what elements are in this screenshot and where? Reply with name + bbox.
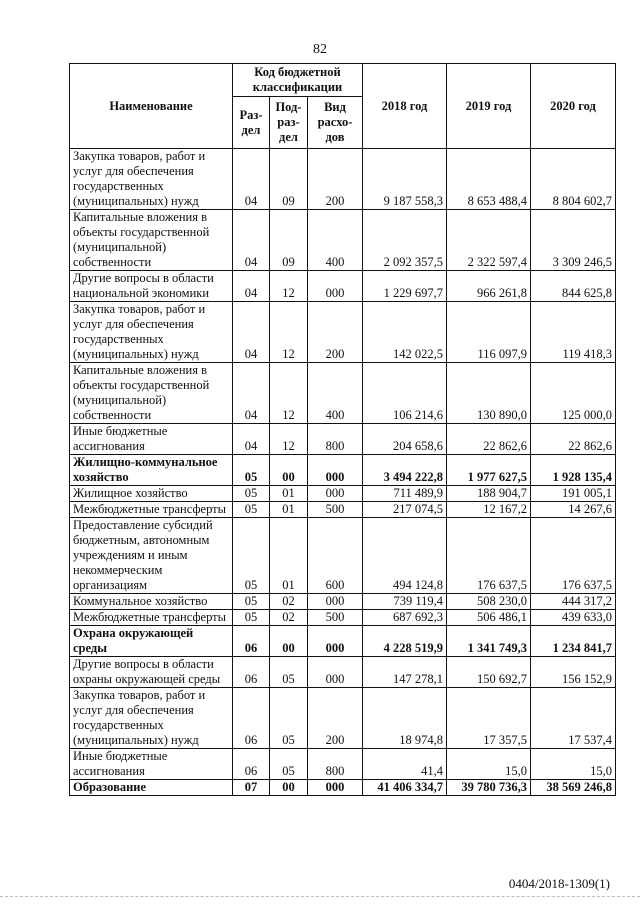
row-section: 06 [233,688,270,749]
row-subsection: 09 [270,149,308,210]
row-section: 04 [233,271,270,302]
row-value-2020: 22 862,6 [531,424,616,455]
row-subsection: 02 [270,610,308,626]
row-value-2019: 2 322 597,4 [447,210,531,271]
row-expense-type: 000 [308,780,363,796]
row-expense-type: 600 [308,518,363,594]
row-subsection: 05 [270,688,308,749]
row-expense-type: 200 [308,688,363,749]
table-row [70,455,616,486]
header-2018: 2018 год [363,64,447,149]
row-value-2018: 4 228 519,9 [363,626,447,657]
row-name: Другие вопросы в области национальной экономики [70,271,233,302]
row-expense-type: 500 [308,502,363,518]
row-value-2019: 188 904,7 [447,486,531,502]
row-value-2020: 156 152,9 [531,657,616,688]
row-section: 04 [233,363,270,424]
table-row [70,486,616,502]
row-name: Иные бюджетные ассигнования [70,424,233,455]
row-section: 05 [233,518,270,594]
row-subsection: 00 [270,626,308,657]
table-row [70,210,616,271]
row-value-2018: 18 974,8 [363,688,447,749]
row-subsection: 05 [270,749,308,780]
row-value-2019: 966 261,8 [447,271,531,302]
row-name: Закупка товаров, работ и услуг для обеспечения государственных (муниципальных) нужд [70,149,233,210]
row-subsection: 01 [270,518,308,594]
row-value-2020: 8 804 602,7 [531,149,616,210]
row-section: 07 [233,780,270,796]
row-name: Охрана окружающей среды [70,626,233,657]
row-expense-type: 200 [308,149,363,210]
row-value-2019: 1 341 749,3 [447,626,531,657]
row-section: 06 [233,749,270,780]
budget-table [69,63,616,796]
row-expense-type: 000 [308,271,363,302]
row-section: 05 [233,486,270,502]
table-row [70,688,616,749]
row-value-2020: 14 267,6 [531,502,616,518]
row-value-2018: 1 229 697,7 [363,271,447,302]
header-code-group: Код бюджетной классификации [233,64,363,97]
row-value-2018: 204 658,6 [363,424,447,455]
row-value-2020: 176 637,5 [531,518,616,594]
row-value-2019: 12 167,2 [447,502,531,518]
table-body [70,149,616,796]
table-row [70,363,616,424]
table-row [70,626,616,657]
row-section: 05 [233,610,270,626]
row-section: 05 [233,502,270,518]
row-value-2019: 8 653 488,4 [447,149,531,210]
row-value-2019: 116 097,9 [447,302,531,363]
row-expense-type: 000 [308,486,363,502]
row-expense-type: 800 [308,749,363,780]
header-name: Наименование [70,64,233,149]
row-subsection: 12 [270,424,308,455]
row-value-2018: 494 124,8 [363,518,447,594]
table-row [70,271,616,302]
row-name: Иные бюджетные ассигнования [70,749,233,780]
row-value-2020: 844 625,8 [531,271,616,302]
row-section: 05 [233,455,270,486]
row-subsection: 01 [270,486,308,502]
row-subsection: 00 [270,780,308,796]
table-row [70,610,616,626]
table-row [70,749,616,780]
row-value-2020: 444 317,2 [531,594,616,610]
row-value-2020: 1 928 135,4 [531,455,616,486]
row-section: 06 [233,657,270,688]
row-value-2020: 119 418,3 [531,302,616,363]
row-expense-type: 500 [308,610,363,626]
row-value-2020: 1 234 841,7 [531,626,616,657]
row-name: Жилищно-коммунальное хозяйство [70,455,233,486]
row-section: 04 [233,210,270,271]
table-row [70,149,616,210]
row-value-2018: 41 406 334,7 [363,780,447,796]
row-value-2018: 217 074,5 [363,502,447,518]
page-number: 82 [313,42,327,57]
row-value-2018: 106 214,6 [363,363,447,424]
row-value-2020: 439 633,0 [531,610,616,626]
row-section: 04 [233,424,270,455]
header-2020: 2020 год [531,64,616,149]
table-row [70,657,616,688]
row-value-2019: 130 890,0 [447,363,531,424]
row-value-2020: 17 537,4 [531,688,616,749]
row-value-2018: 687 692,3 [363,610,447,626]
table-row [70,780,616,796]
row-subsection: 12 [270,271,308,302]
row-subsection: 05 [270,657,308,688]
row-value-2019: 39 780 736,3 [447,780,531,796]
row-subsection: 12 [270,302,308,363]
row-expense-type: 000 [308,657,363,688]
page-bottom-divider [0,896,640,897]
row-subsection: 09 [270,210,308,271]
table-row [70,424,616,455]
row-value-2018: 739 119,4 [363,594,447,610]
row-expense-type: 000 [308,626,363,657]
row-section: 04 [233,149,270,210]
row-expense-type: 200 [308,302,363,363]
row-name: Закупка товаров, работ и услуг для обеспечения государственных (муниципальных) нужд [70,302,233,363]
table-row [70,594,616,610]
row-name: Капитальные вложения в объекты государственной (муниципальной) собственности [70,210,233,271]
row-value-2019: 176 637,5 [447,518,531,594]
row-value-2018: 2 092 357,5 [363,210,447,271]
row-expense-type: 400 [308,210,363,271]
row-expense-type: 800 [308,424,363,455]
row-value-2020: 38 569 246,8 [531,780,616,796]
row-subsection: 00 [270,455,308,486]
header-expense-type: Вид расхо-дов [308,97,363,149]
row-expense-type: 400 [308,363,363,424]
row-value-2019: 508 230,0 [447,594,531,610]
row-value-2019: 22 862,6 [447,424,531,455]
row-value-2020: 3 309 246,5 [531,210,616,271]
row-subsection: 01 [270,502,308,518]
row-value-2018: 711 489,9 [363,486,447,502]
row-name: Жилищное хозяйство [70,486,233,502]
row-value-2019: 506 486,1 [447,610,531,626]
row-name: Межбюджетные трансферты [70,502,233,518]
header-section: Раз-дел [233,97,270,149]
row-name: Закупка товаров, работ и услуг для обеспечения государственных (муниципальных) нужд [70,688,233,749]
row-value-2020: 191 005,1 [531,486,616,502]
row-name: Другие вопросы в области охраны окружающей среды [70,657,233,688]
row-expense-type: 000 [308,594,363,610]
row-expense-type: 000 [308,455,363,486]
row-section: 04 [233,302,270,363]
row-subsection: 02 [270,594,308,610]
document-code: 0404/2018-1309(1) [508,876,610,891]
row-value-2018: 9 187 558,3 [363,149,447,210]
row-subsection: 12 [270,363,308,424]
row-value-2018: 41,4 [363,749,447,780]
row-name: Предоставление субсидий бюджетным, автономным учреждениям и иным некоммерческим организациям [70,518,233,594]
table-row [70,518,616,594]
row-value-2019: 17 357,5 [447,688,531,749]
row-value-2018: 3 494 222,8 [363,455,447,486]
row-name: Образование [70,780,233,796]
row-section: 06 [233,626,270,657]
row-value-2020: 125 000,0 [531,363,616,424]
row-section: 05 [233,594,270,610]
header-2019: 2019 год [447,64,531,149]
row-value-2020: 15,0 [531,749,616,780]
header-subsection: Под-раз-дел [270,97,308,149]
row-value-2019: 15,0 [447,749,531,780]
row-name: Межбюджетные трансферты [70,610,233,626]
row-name: Капитальные вложения в объекты государственной (муниципальной) собственности [70,363,233,424]
row-value-2019: 1 977 627,5 [447,455,531,486]
table-row [70,502,616,518]
row-value-2018: 142 022,5 [363,302,447,363]
table-row [70,302,616,363]
row-value-2019: 150 692,7 [447,657,531,688]
row-name: Коммунальное хозяйство [70,594,233,610]
row-value-2018: 147 278,1 [363,657,447,688]
